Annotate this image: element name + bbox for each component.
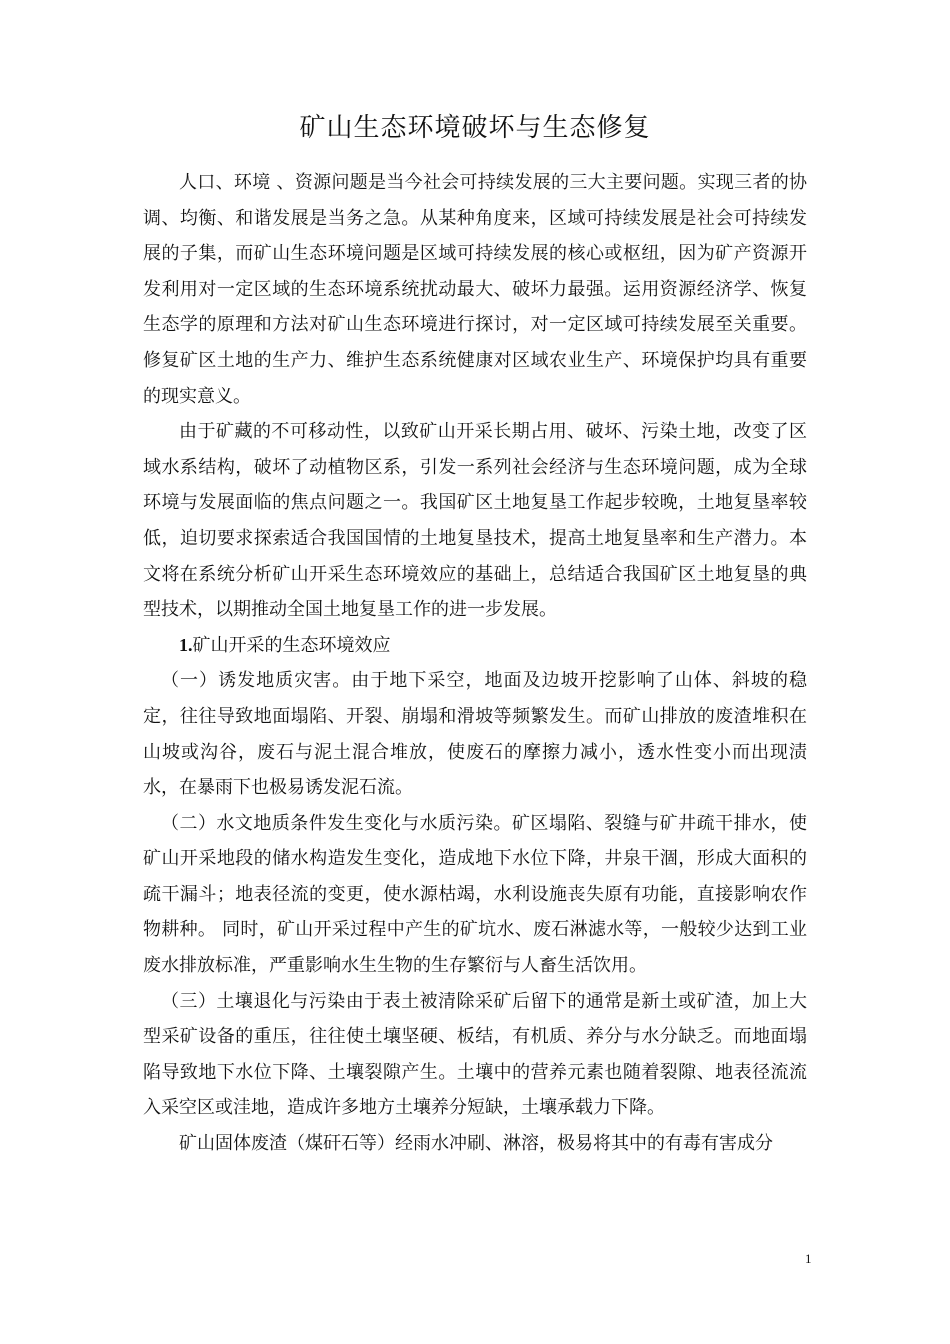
paragraph-background: 由于矿藏的不可移动性，以致矿山开采长期占用、破坏、污染土地，改变了区域水系结构，破坏了动植物区系，引发一系列社会经济与生态环境问题，成为全球环境与发展面临的焦点问题之一。我国矿区土地复垦工作起步较晚，土地复垦率较低，迫切要求探索适合我国国情的土地复垦技术，提高土地复垦率和生产潜力。本文将在系统分析矿山开采生态环境效应的基础上，总结适合我国矿区土地复垦的典型技术，以期推动全国土地复垦工作的进一步发展。 (143, 421, 807, 621)
paragraph-intro: 人口、环境 、资源问题是当今社会可持续发展的三大主要问题。实现三者的协调、均衡、和谐发展是当务之急。从某种角度来，区域可持续发展是社会可持续发展的子集，而矿山生态环境问题是区域可持续发展的核心或枢纽，因为矿产资源开发利用对一定区域的生态环境系统扰动最大、破坏力最强。运用资源经济学、恢复生态学的原理和方法对矿山生态环境进行探讨，对一定区域可持续发展至关重要。修复矿区土地的生产力、维护生态系统健康对区域农业生产、环境保护均具有重要的现实意义。 (143, 172, 807, 407)
section-heading-separator: . (188, 634, 193, 655)
subsection-hydrogeology: （二）水文地质条件发生变化与水质污染。矿区塌陷、裂缝与矿井疏干排水，使矿山开采地段的储水构造发生变化，造成地下水位下降，井泉干涸，形成大面积的疏干漏斗；地表径流的变更，使水源枯竭，水利设施丧失原有功能，直接影响农作物耕种。 同时，矿山开采过程中产生的矿坑水、废石淋滤水等，一般较少达到工业废水排放标准，严重影响水生生物的生存繁衍与人畜生活饮用。 (143, 812, 807, 977)
document-body (143, 165, 807, 1162)
paragraph-solid-waste: 矿山固体废渣（煤矸石等）经雨水冲刷、淋溶，极易将其中的有毒有害成分 (179, 1133, 773, 1155)
section-heading (143, 628, 807, 664)
page-number: 1 (805, 1251, 812, 1266)
document-title: 矿山生态环境破坏与生态修复 (299, 113, 651, 143)
subsection-soil-degradation: （三）土壤退化与污染由于表土被清除采矿后留下的通常是新土或矿渣，加上大型采矿设备的重压，往往使土壤坚硬、板结，有机质、养分与水分缺乏。而地面塌陷导致地下水位下降、土壤裂隙产生。土壤中的营养元素也随着裂隙、地表径流流入采空区或洼地，造成许多地方土壤养分短缺，土壤承载力下降。 (143, 990, 807, 1119)
section-heading-number: 1 (179, 634, 188, 655)
subsection-geological-hazards: （一）诱发地质灾害。由于地下采空，地面及边坡开挖影响了山体、斜坡的稳定，往往导致地面塌陷、开裂、崩塌和滑坡等频繁发生。而矿山排放的废渣堆积在山坡或沟谷，废石与泥土混合堆放，使废石的摩擦力减小，透水性变小而出现渍水，在暴雨下也极易诱发泥石流。 (143, 670, 807, 799)
section-heading-text: 矿山开采的生态环境效应 (192, 634, 391, 656)
